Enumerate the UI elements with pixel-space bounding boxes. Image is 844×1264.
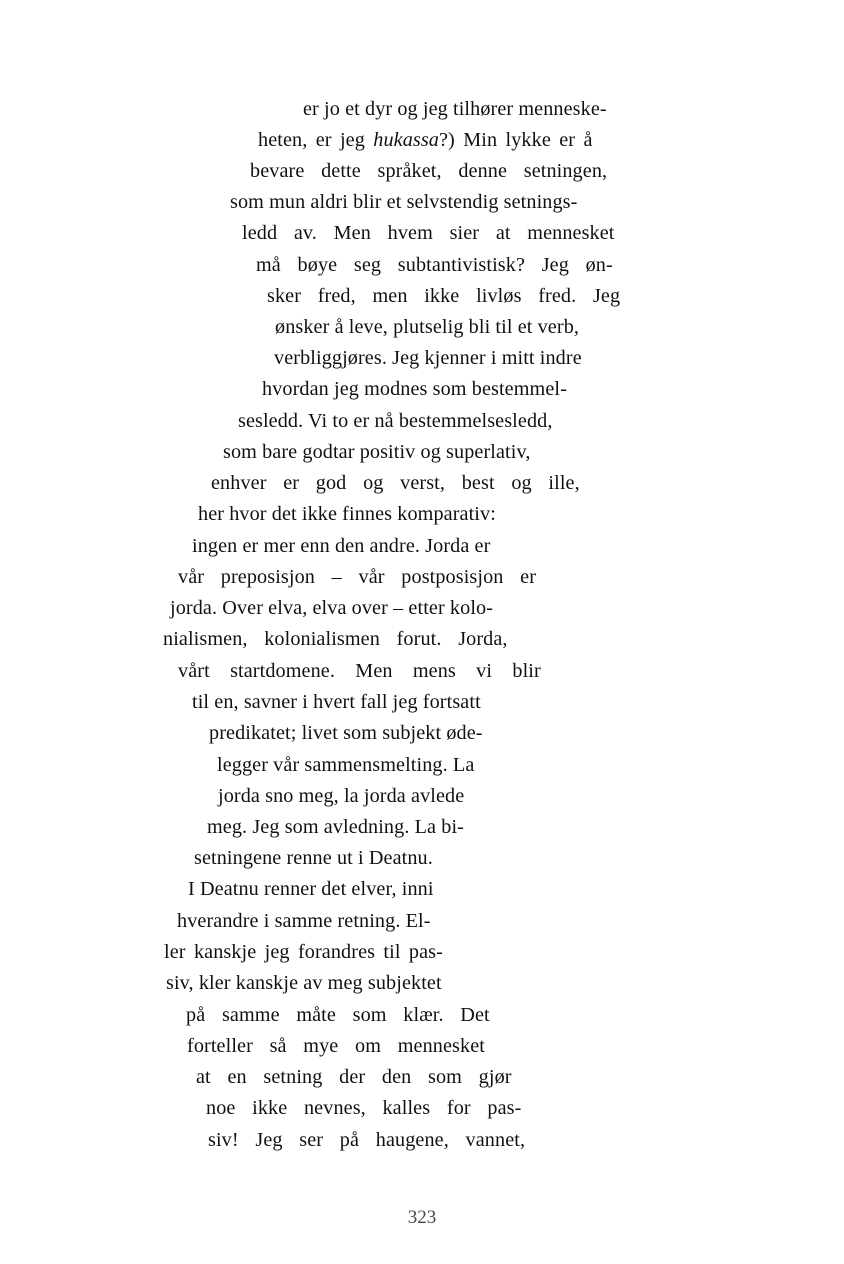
body-text-line: sker fred, men ikke livløs fred. Jeg: [267, 285, 621, 307]
body-text-line: på samme måte som klær. Det: [186, 1004, 490, 1026]
body-text-line: setningene renne ut i Deatnu.: [194, 847, 433, 869]
body-text-line: legger vår sammensmelting. La: [217, 754, 475, 776]
body-text-line: heten, er jeg hukassa?) Min lykke er å: [258, 129, 593, 151]
body-text-line: vårt startdomene. Men mens vi blir: [178, 660, 541, 682]
body-text-line: ønsker å leve, plutselig bli til et verb,: [275, 316, 580, 338]
body-text-line: predikatet; livet som subjekt øde-: [209, 722, 483, 744]
body-text-line: jorda sno meg, la jorda avlede: [218, 785, 465, 807]
body-text-line: vår preposisjon – vår postposisjon er: [178, 566, 537, 588]
body-text-line: er jo et dyr og jeg tilhører menneske-: [303, 98, 607, 120]
body-text-line: noe ikke nevnes, kalles for pas-: [206, 1097, 522, 1119]
page-number: 323: [407, 1207, 437, 1228]
body-text-line: til en, savner i hvert fall jeg fortsatt: [192, 691, 481, 713]
body-text-line: må bøye seg subtantivistisk? Jeg øn-: [256, 254, 613, 276]
body-text-line: hverandre i samme retning. El-: [177, 910, 431, 932]
body-text-line: som bare godtar positiv og superlativ,: [223, 441, 531, 463]
body-text-line: meg. Jeg som avledning. La bi-: [207, 816, 464, 838]
body-text-line: ingen er mer enn den andre. Jorda er: [192, 535, 491, 557]
body-text-line: enhver er god og verst, best og ille,: [211, 472, 580, 494]
body-text-line: sesledd. Vi to er nå bestemmelsesledd,: [238, 410, 553, 432]
body-text-line: verbliggjøres. Jeg kjenner i mitt indre: [274, 347, 582, 369]
body-text-line: som mun aldri blir et selvstendig setnings-: [230, 191, 578, 213]
body-text-line: forteller så mye om mennesket: [187, 1035, 485, 1057]
body-text-line: jorda. Over elva, elva over – etter kolo-: [170, 597, 494, 619]
body-text-line: hvordan jeg modnes som bestemmel-: [262, 378, 567, 400]
body-text-line: her hvor det ikke finnes komparativ:: [198, 503, 496, 525]
body-text-line: nialismen, kolonialismen forut. Jorda,: [163, 628, 508, 650]
body-text-line: siv! Jeg ser på haugene, vannet,: [208, 1129, 526, 1151]
emphasized-word: hukassa: [373, 129, 439, 151]
body-text-line: siv, kler kanskje av meg subjektet: [166, 972, 442, 994]
body-text-line: ledd av. Men hvem sier at mennesket: [242, 222, 615, 244]
body-text-line: ler kanskje jeg forandres til pas-: [164, 941, 443, 963]
body-text-line: I Deatnu renner det elver, inni: [188, 878, 434, 900]
body-text-line: at en setning der den som gjør: [196, 1066, 512, 1088]
body-text-line: bevare dette språket, denne setningen,: [250, 160, 608, 182]
